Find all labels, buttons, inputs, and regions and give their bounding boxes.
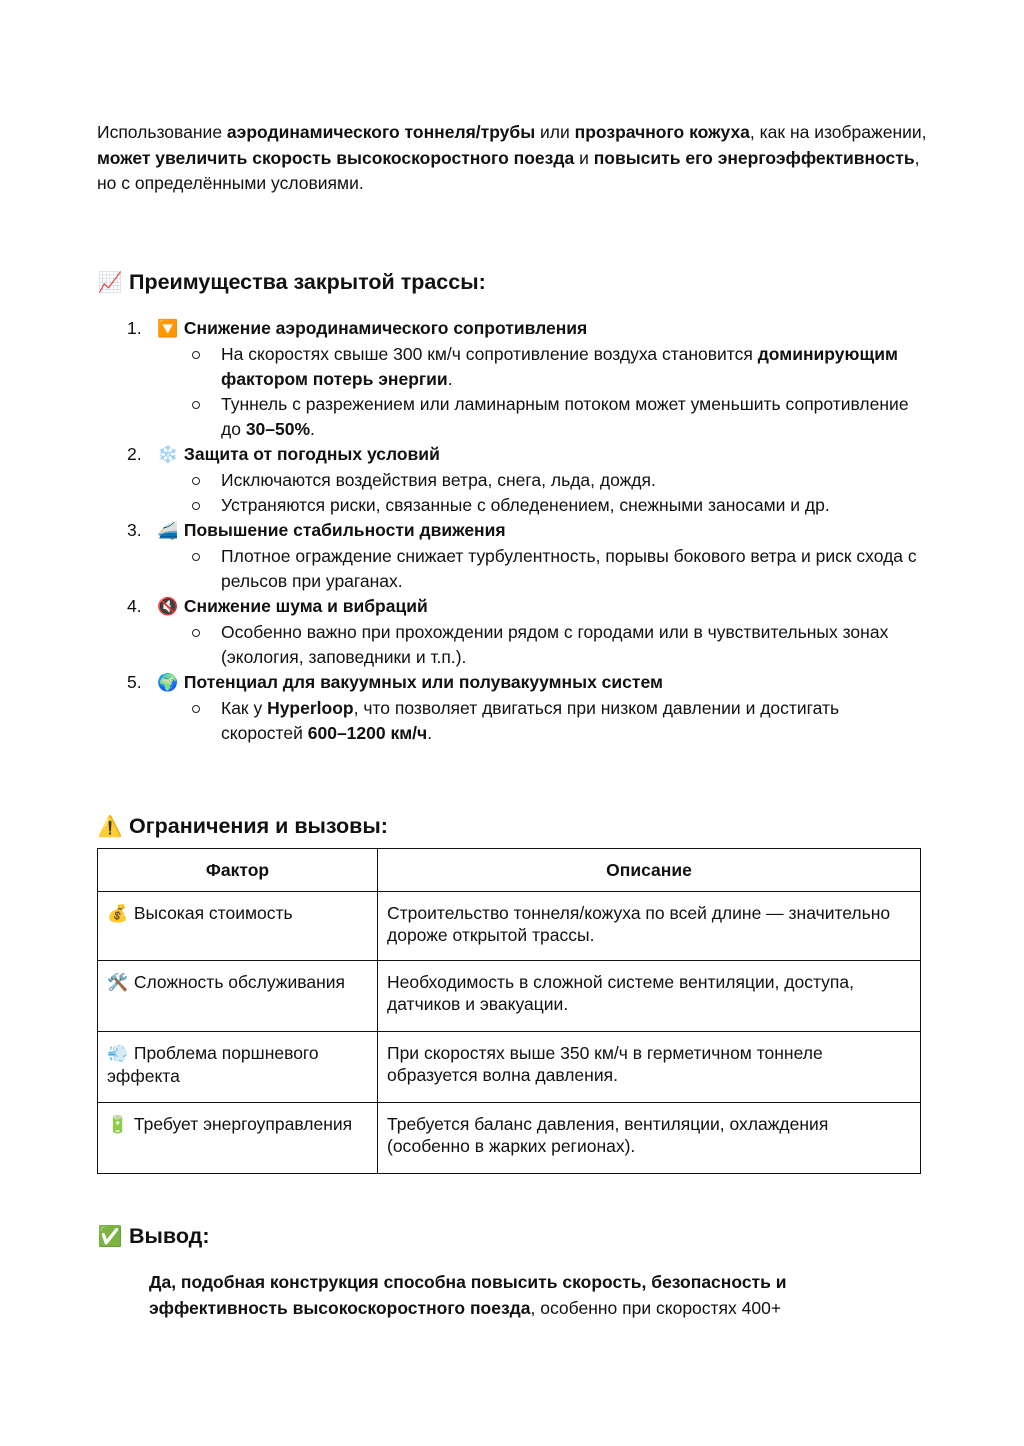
sublist: [157, 468, 917, 518]
list-item-title: Повышение стабильности движения: [183, 520, 506, 540]
sublist-text: .: [447, 369, 453, 389]
list-number: 5.: [127, 672, 142, 692]
list-item: [97, 594, 917, 670]
intro-bold: повысить его энергоэффективность: [593, 147, 915, 168]
globe-icon: 🌍: [157, 673, 179, 693]
sublist-bold: 30–50%: [245, 419, 311, 439]
sublist-text: .: [427, 723, 433, 743]
limitations-heading: [97, 812, 388, 840]
sublist-text: На скоростях свыше 300 км/ч сопротивление воздуха становится: [221, 344, 758, 364]
sublist: [157, 620, 917, 670]
list-number: 1.: [127, 318, 142, 338]
sublist-text: .: [310, 419, 315, 439]
muted-speaker-icon: 🔇: [157, 597, 179, 617]
advantages-heading: [97, 268, 486, 296]
intro-bold: может увеличить скорость высокоскоростного поезда: [97, 147, 575, 168]
list-item: [97, 670, 917, 746]
conclusion-text: , особенно при скоростях 400+: [530, 1297, 782, 1318]
description-cell: Необходимость в сложной системе вентиляции, доступа, датчиков и эвакуации.: [378, 961, 921, 1032]
list-number: 4.: [127, 596, 142, 616]
sublist-item: Устраняются риски, связанные с обледенением, снежными заносами и др.: [157, 493, 917, 518]
money-bag-icon: 💰: [107, 904, 129, 924]
sublist-item: [157, 342, 917, 392]
warning-icon: ⚠️: [97, 814, 123, 838]
table-row: [98, 1103, 921, 1174]
list-item-title: Снижение аэродинамического сопротивления: [183, 318, 588, 338]
limitations-table: [97, 848, 921, 1174]
intro-paragraph: [97, 120, 927, 197]
conclusion-heading: [97, 1222, 209, 1250]
limitations-title: Ограничения и вызовы:: [129, 814, 388, 838]
sublist: [157, 544, 917, 594]
factor-text: Высокая стоимость: [133, 903, 293, 923]
advantages-list: [97, 316, 917, 746]
sublist-item: [157, 696, 917, 746]
sublist-item: Особенно важно при прохождении рядом с городами или в чувствительных зонах (экология, заповедники и т.п.).: [157, 620, 917, 670]
description-cell: Строительство тоннеля/кожуха по всей длине — значительно дороже открытой трассы.: [378, 892, 921, 961]
column-header: Описание: [378, 849, 921, 892]
description-cell: При скоростях выше 350 км/ч в герметичном тоннеле образуется волна давления.: [378, 1032, 921, 1103]
down-arrow-icon: 🔽: [157, 319, 179, 339]
tools-icon: 🛠️: [107, 973, 129, 993]
sublist-item: [157, 392, 917, 442]
factor-text: Проблема поршневого эффекта: [107, 1043, 319, 1086]
conclusion-bold: Да, подобная конструкция способна повысить скорость, безопасность и эффективность высокоскоростного поезда: [149, 1272, 787, 1318]
factor-cell: [98, 1103, 378, 1174]
check-mark-icon: ✅: [97, 1224, 123, 1248]
intro-text: Использование: [97, 122, 227, 142]
chart-increasing-icon: 📈: [97, 270, 123, 294]
factor-text: Требует энергоуправления: [133, 1114, 353, 1134]
dash-wind-icon: 💨: [107, 1044, 129, 1064]
sublist-text: Как у: [221, 698, 268, 718]
factor-cell: [98, 892, 378, 961]
list-item: [97, 316, 917, 442]
column-header: Фактор: [98, 849, 378, 892]
battery-icon: 🔋: [107, 1115, 129, 1135]
intro-text: или: [535, 122, 575, 142]
table-row: [98, 1032, 921, 1103]
intro-bold: прозрачного кожуха: [574, 122, 750, 142]
table-row: [98, 892, 921, 961]
table-row: [98, 961, 921, 1032]
list-item-title: Защита от погодных условий: [183, 444, 440, 464]
sublist-item: Плотное ограждение снижает турбулентность, порывы бокового ветра и риск схода с рельсов при ураганах.: [157, 544, 917, 594]
factor-text: Сложность обслуживания: [133, 972, 346, 992]
list-item: [97, 518, 917, 594]
sublist-bold: доминирующим фактором потерь энергии: [221, 344, 898, 389]
factor-cell: [98, 961, 378, 1032]
description-cell: Требуется баланс давления, вентиляции, охлаждения (особенно в жарких регионах).: [378, 1103, 921, 1174]
list-number: 2.: [127, 444, 142, 464]
conclusion-title: Вывод:: [129, 1224, 210, 1248]
intro-text: , но с определёнными условиями.: [97, 147, 920, 193]
factor-cell: [98, 1032, 378, 1103]
sublist-text: Туннель с разрежением или ламинарным потоком может уменьшить сопротивление до: [221, 394, 909, 439]
document-page: [97, 120, 927, 1318]
sublist: [157, 342, 917, 442]
table-header-row: [98, 849, 921, 892]
snowflake-icon: ❄️: [157, 445, 179, 465]
intro-bold: аэродинамического тоннеля/трубы: [226, 122, 536, 142]
intro-text: , как на изображении,: [749, 122, 927, 142]
conclusion-paragraph: [149, 1270, 909, 1321]
sublist-bold: 600–1200 км/ч: [307, 723, 428, 743]
list-item-title: Снижение шума и вибраций: [183, 596, 428, 616]
sublist-item: Исключаются воздействия ветра, снега, льда, дождя.: [157, 468, 917, 493]
list-number: 3.: [127, 520, 142, 540]
advantages-title: Преимущества закрытой трассы:: [129, 270, 486, 294]
sublist: [157, 696, 917, 746]
list-item-title: Потенциал для вакуумных или полувакуумных систем: [183, 672, 663, 692]
list-item: [97, 442, 917, 518]
sublist-text: , что позволяет двигаться при низком давлении и достигать скоростей: [221, 698, 840, 743]
high-speed-train-icon: 🚄: [157, 521, 179, 541]
intro-text: и: [574, 147, 594, 168]
sublist-bold: Hyperloop: [267, 698, 354, 718]
